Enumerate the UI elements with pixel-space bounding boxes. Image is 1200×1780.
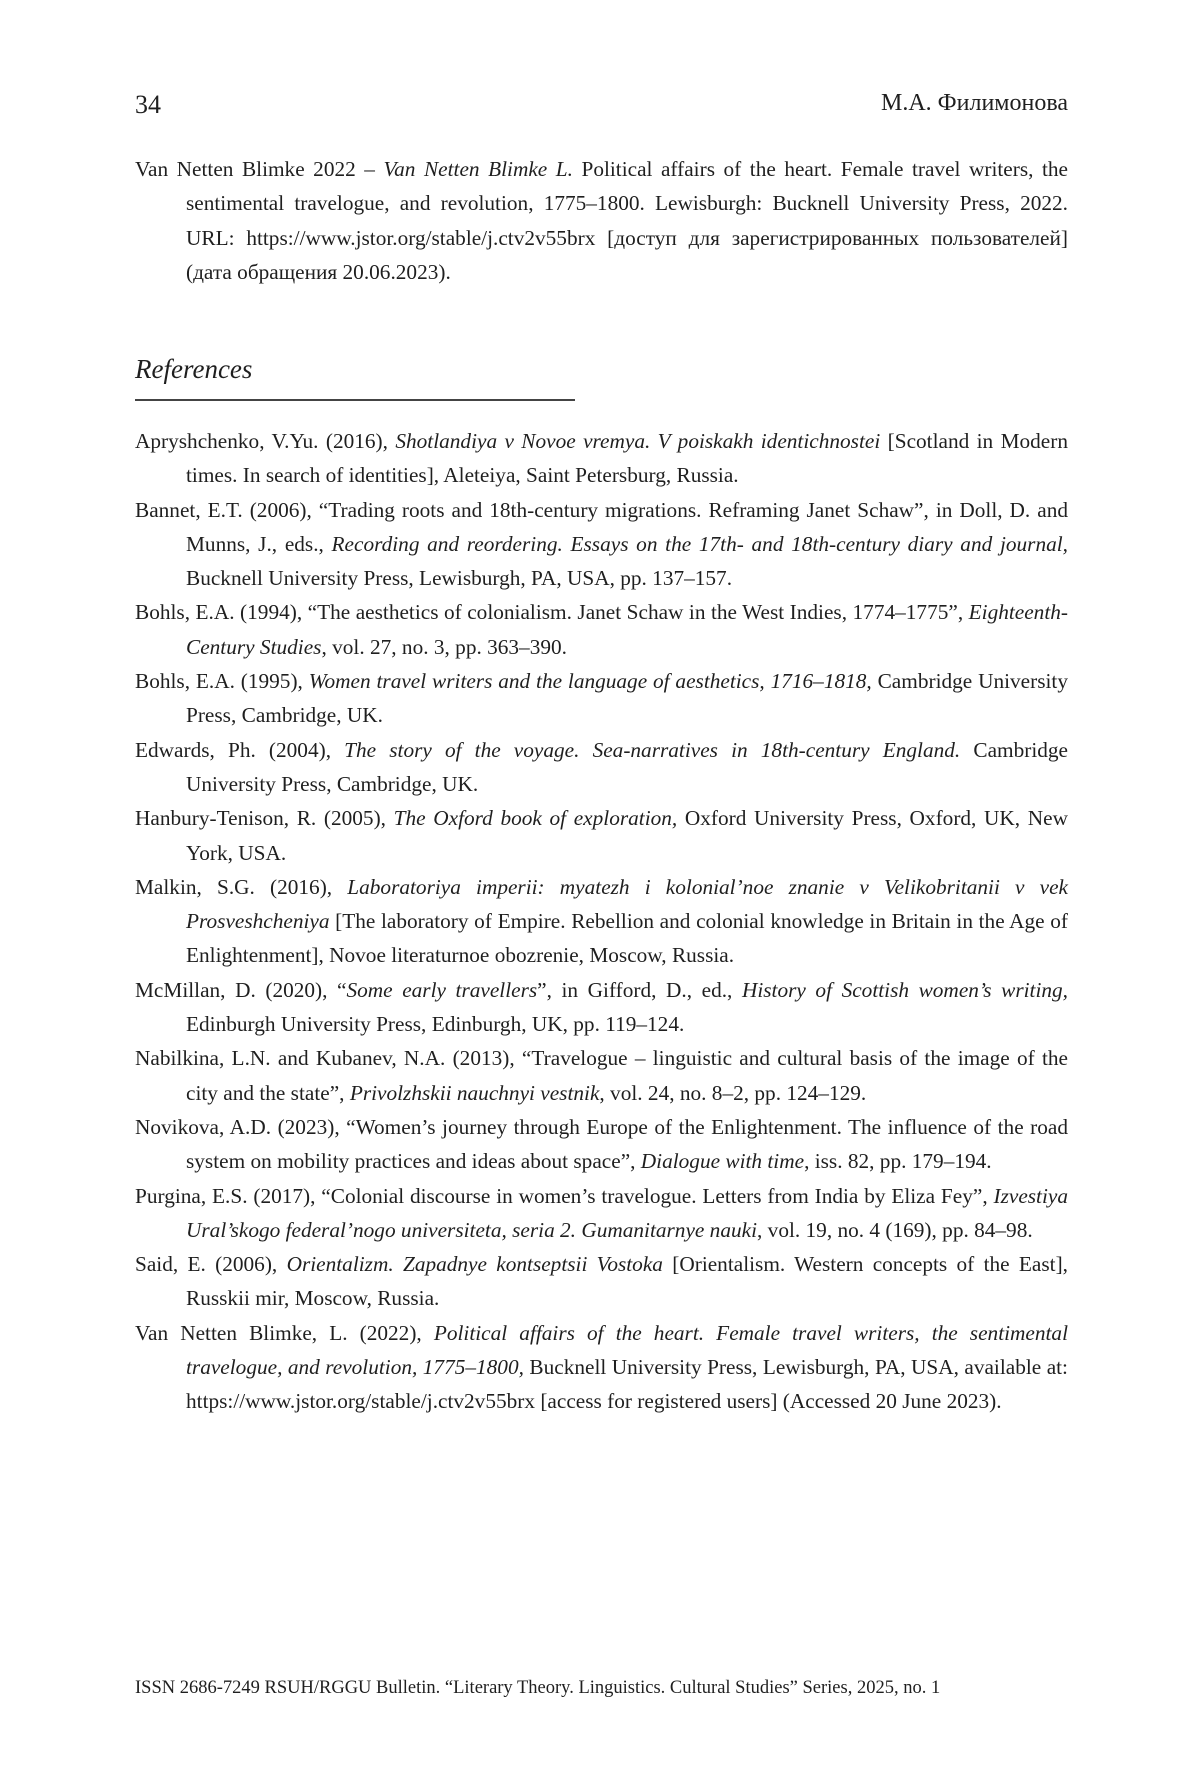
reference-entry [135, 1247, 1068, 1316]
reference-text: Edinburgh University Press, Edinburgh, UK, pp. 119–124. [186, 1012, 684, 1036]
reference-entry [135, 870, 1068, 973]
reference-text: Novikova, A.D. (2023), “Women’s journey through Europe of the Enlightenment. The influence of the road system on mobility practices and ideas about space”, [135, 1115, 1068, 1173]
reference-entry [135, 664, 1068, 733]
reference-text: [Orientalism. Western concepts of the East], Russkii mir, Moscow, Russia. [186, 1252, 1068, 1310]
reference-text: [Scotland in Modern times. In search of identities], Aleteiya, Saint Petersburg, Russia. [186, 429, 1068, 487]
reference-title: Privolzhskii nauchnyi vestnik [350, 1081, 600, 1105]
reference-text: Political affairs of the heart. Female travel writers, the sentimental travelogue, and revolution, 1775–1800. Lewisburgh: Bucknell University Press, 2022. URL: https://www.jstor.org/stable/j.ctv2v55brx [доступ для зарегистрированных пользователей] (дата обращения 20.06.2023). [186, 157, 1068, 284]
reference-entry [135, 973, 1068, 1042]
reference-entry [135, 1110, 1068, 1179]
reference-text: Bucknell University Press, Lewisburgh, PA, USA, pp. 137–157. [186, 566, 732, 590]
reference-text: , vol. 27, no. 3, pp. 363–390. [321, 635, 567, 659]
reference-title: The story of the voyage. Sea-narratives in 18th-century England. [344, 738, 960, 762]
reference-text: Malkin, S.G. (2016), [135, 875, 347, 899]
reference-text: Said, E. (2006), [135, 1252, 287, 1276]
reference-text: ”, in Gifford, D., ed., [537, 978, 742, 1002]
references-heading: References [135, 354, 252, 385]
reference-title: Eighteenth-Century Studies [186, 600, 1068, 658]
reference-text: [The laboratory of Empire. Rebellion and colonial knowledge in Britain in the Age of Enlightenment], Novoe literaturnoe obozrenie, Moscow, Russia. [186, 909, 1068, 967]
reference-entry [135, 424, 1068, 493]
reference-entry [135, 152, 1068, 289]
reference-text: Hanbury-Tenison, R. (2005), [135, 806, 394, 830]
reference-entry [135, 801, 1068, 870]
reference-entry [135, 733, 1068, 802]
reference-text: Van Netten Blimke, L. (2022), [135, 1321, 434, 1345]
reference-text: , vol. 19, no. 4 (169), pp. 84–98. [757, 1218, 1033, 1242]
reference-title: History of Scottish women’s writing, [742, 978, 1068, 1002]
reference-entry [135, 1316, 1068, 1419]
reference-text: Van Netten Blimke 2022 – [135, 157, 384, 181]
reference-text: McMillan, D. (2020), “ [135, 978, 346, 1002]
reference-entry [135, 595, 1068, 664]
reference-title: Women travel writers and the language of aesthetics, 1716–1818, [309, 669, 872, 693]
reference-text: Edwards, Ph. (2004), [135, 738, 344, 762]
reference-text: Apryshchenko, V.Yu. (2016), [135, 429, 395, 453]
references-list [135, 424, 1068, 1419]
reference-text: Nabilkina, L.N. and Kubanev, N.A. (2013), “Travelogue – linguistic and cultural basis of the image of the city and the state”, [135, 1046, 1068, 1104]
reference-entry [135, 493, 1068, 596]
reference-text: Cambridge University Press, Cambridge, UK. [186, 669, 1068, 727]
reference-title: Dialogue with time [641, 1149, 804, 1173]
reference-title: Some early travellers [346, 978, 537, 1002]
reference-text: , vol. 24, no. 8–2, pp. 124–129. [599, 1081, 866, 1105]
reference-title: The Oxford book of exploration, [394, 806, 678, 830]
reference-title: Shotlandiya v Novoe vremya. V poiskakh identichnostei [395, 429, 880, 453]
reference-text: Oxford University Press, Oxford, UK, New York, USA. [186, 806, 1068, 864]
reference-title: Recording and reordering. Essays on the 17th- and 18th-century diary and journal, [332, 532, 1068, 556]
reference-text: Bannet, E.T. (2006), “Trading roots and 18th-century migrations. Reframing Janet Schaw”, in Doll, D. and Munns, J., eds., [135, 498, 1068, 556]
reference-entry [135, 1179, 1068, 1248]
reference-text: , iss. 82, pp. 179–194. [804, 1149, 992, 1173]
page-footer: ISSN 2686-7249 RSUH/RGGU Bulletin. “Literary Theory. Linguistics. Cultural Studies” Series, 2025, no. 1 [135, 1678, 1068, 1699]
reference-title: Izvestiya Ural’skogo federal’nogo universiteta, seria 2. Gumanitarnye nauki [186, 1184, 1068, 1242]
reference-title: Van Netten Blimke L. [384, 157, 573, 181]
reference-text: Purgina, E.S. (2017), “Colonial discourse in women’s travelogue. Letters from India by Eliza Fey”, [135, 1184, 993, 1208]
reference-entry [135, 1041, 1068, 1110]
reference-text: Cambridge University Press, Cambridge, UK. [186, 738, 1068, 796]
page-number: 34 [135, 90, 161, 120]
reference-title: Political affairs of the heart. Female travel writers, the sentimental travelogue, and revolution, 1775–1800, [186, 1321, 1068, 1379]
reference-title: Orientalizm. Zapadnye kontseptsii Vostoka [287, 1252, 663, 1276]
heading-underline [135, 399, 575, 401]
literature-list-tail [135, 152, 1068, 289]
running-header [135, 90, 1068, 120]
reference-text: Bohls, E.A. (1995), [135, 669, 309, 693]
reference-text: Bohls, E.A. (1994), “The aesthetics of colonialism. Janet Schaw in the West Indies, 1774–1775”, [135, 600, 969, 624]
running-author: М.А. Филимонова [881, 90, 1068, 120]
reference-title: Laboratoriya imperii: myatezh i kolonial’noe znanie v Velikobritanii v vek Prosveshcheniya [186, 875, 1068, 933]
reference-text: Bucknell University Press, Lewisburgh, PA, USA, available at: https://www.jstor.org/stable/j.ctv2v55brx [access for registered users] (Accessed 20 June 2023). [186, 1355, 1068, 1413]
